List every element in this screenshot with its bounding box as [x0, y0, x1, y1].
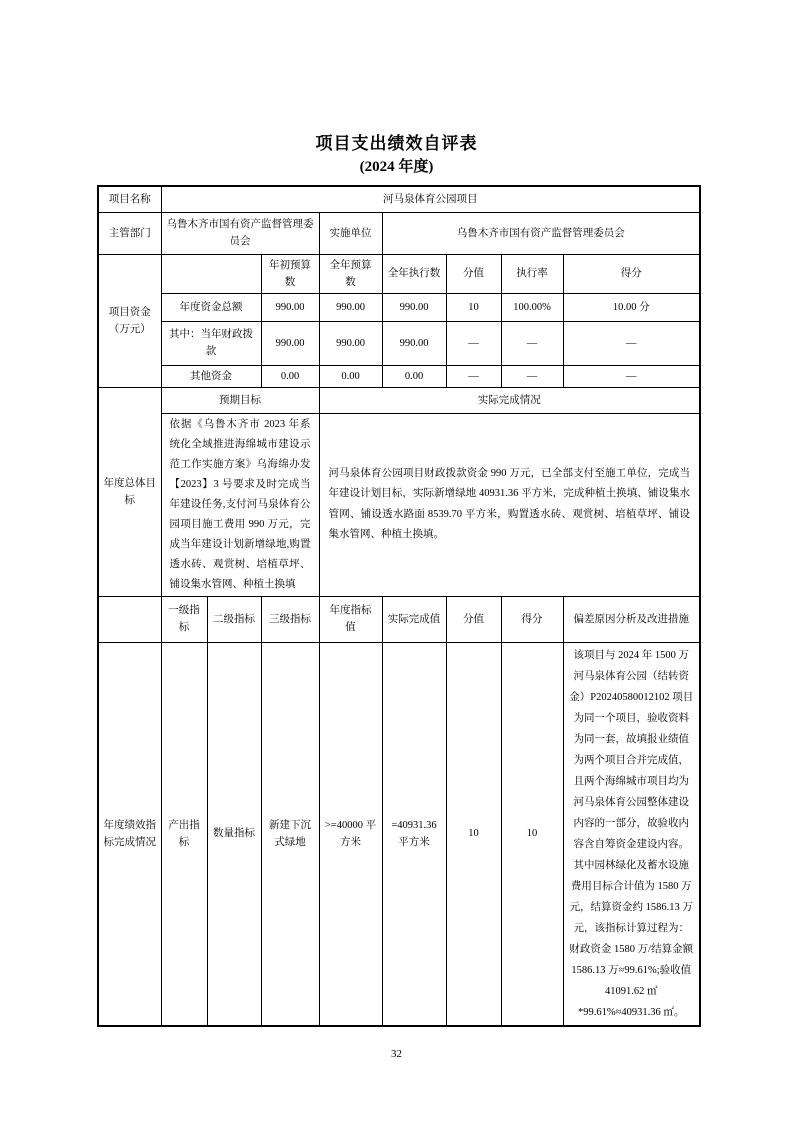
funding-row-name: 其中：当年财政拨款 [161, 321, 261, 365]
funding-cell: 10.00 分 [563, 293, 700, 321]
col-header-indicator-score-value: 分值 [446, 596, 501, 642]
col-header-annual-budget: 全年预算数 [319, 254, 382, 293]
col-header-actual-value: 实际完成值 [382, 596, 446, 642]
indicator-score-value-cell: 10 [446, 642, 501, 1026]
actual-completion-text: 河马泉体育公园项目财政拨款资金 990 万元，已全部支付至施工单位，完成当年建设计划目标，实际新增绿地 40931.36 平方米，完成种植土换填、铺设集水管网、铺设透水路面 8539.70 平方米，购置透水砖、观赏树、培植草坪、铺设集水管网、种植土换填。 [319, 413, 700, 596]
col-header-annual-execution: 全年执行数 [382, 254, 446, 293]
table-row [98, 387, 700, 413]
funding-cell: 0.00 [382, 365, 446, 387]
col-header-indicator-score: 得分 [501, 596, 563, 642]
level1-indicator-value: 产出指标 [161, 642, 207, 1026]
col-header-target-value: 年度指标值 [319, 596, 382, 642]
table-row [98, 254, 700, 293]
target-value-cell: >=40000 平方米 [319, 642, 382, 1026]
funding-cell: 990.00 [382, 293, 446, 321]
supervisor-dept-value: 乌鲁木齐市国有资产监督管理委员会 [161, 212, 319, 254]
funding-label-line1: 项目资金 [108, 306, 151, 318]
funding-cell: — [446, 321, 501, 365]
table-row [98, 212, 700, 254]
funding-cell: 990.00 [261, 321, 319, 365]
page-title: 项目支出绩效自评表 [315, 134, 478, 153]
funding-cell: — [563, 321, 700, 365]
deviation-analysis-text: 该项目与 2024 年 1500 万河马泉体育公园（结转资金）P20240580012102 项目为同一个项目，验收资料为同一套，故填报业绩值为两个项目合并完成值，且两个海绵城市项目均为河马泉体育公园整体建设内容的一部分，故验收内容含自筹资金建设内容。其中园林绿化及蓄水设施费用目标合计值为 1580 万元，结算资金约 1586.13 万元，该指标计算过程为：财政资金 1580 万/结算金额 1586.13 万≈99.61%;验收值 41091.62 ㎡ *99.61%≈40931.36 ㎡。 [563, 642, 700, 1026]
col-header-deviation-analysis: 偏差原因分析及改进措施 [563, 596, 700, 642]
funding-cell: — [446, 365, 501, 387]
col-header-execution-rate: 执行率 [501, 254, 563, 293]
funding-row-name: 其他资金 [161, 365, 261, 387]
funding-label-line2: （万元） [108, 323, 151, 335]
funding-cell: — [501, 365, 563, 387]
table-row [98, 321, 700, 365]
project-name-value: 河马泉体育公园项目 [161, 186, 700, 212]
col-header-level1-indicator: 一级指标 [161, 596, 207, 642]
level3-indicator-value: 新建下沉式绿地 [261, 642, 319, 1026]
actual-value-cell: =40931.36 平方米 [382, 642, 446, 1026]
col-header-level2-indicator: 二级指标 [207, 596, 261, 642]
funding-blank-cell [161, 254, 261, 293]
expected-goal-text: 依据《乌鲁木齐市 2023 年系统化全域推进海绵城市建设示范工作实施方案》乌海绵办发【2023】3 号要求及时完成当年建设任务,支付河马泉体育公园项目施工费用 990 万元，完成当年建设计划新增绿地,购置透水砖、观赏树、培植草坪、铺设集水管网、种植土换填 [161, 413, 319, 596]
funding-cell: 10 [446, 293, 501, 321]
col-header-score: 得分 [563, 254, 700, 293]
funding-cell: 0.00 [319, 365, 382, 387]
supervisor-dept-label: 主管部门 [98, 212, 161, 254]
funding-cell: 990.00 [319, 321, 382, 365]
funding-row-name: 年度资金总额 [161, 293, 261, 321]
page-subtitle: (2024 年度) [359, 159, 434, 175]
indicator-blank-cell [98, 596, 161, 642]
col-header-score-value: 分值 [446, 254, 501, 293]
funding-cell: — [501, 321, 563, 365]
table-row [98, 186, 700, 212]
table-row [98, 413, 700, 596]
col-header-level3-indicator: 三级指标 [261, 596, 319, 642]
indicator-row-label: 年度绩效指标完成情况 [98, 642, 161, 1026]
annual-goal-row-label: 年度总体目标 [98, 387, 161, 596]
funding-cell: 0.00 [261, 365, 319, 387]
level2-indicator-value: 数量指标 [207, 642, 261, 1026]
implementer-value: 乌鲁木齐市国有资产监督管理委员会 [382, 212, 700, 254]
funding-cell: 100.00% [501, 293, 563, 321]
funding-row-label [98, 254, 161, 387]
funding-cell: 990.00 [382, 321, 446, 365]
self-evaluation-table [97, 185, 701, 1027]
project-name-label: 项目名称 [98, 186, 161, 212]
funding-cell: — [563, 365, 700, 387]
col-header-initial-budget: 年初预算数 [261, 254, 319, 293]
indicator-score-cell: 10 [501, 642, 563, 1026]
table-row [98, 596, 700, 642]
table-row [98, 365, 700, 387]
table-row [98, 293, 700, 321]
actual-completion-header: 实际完成情况 [319, 387, 700, 413]
page-number: 32 [391, 1048, 402, 1060]
table-row [98, 642, 700, 1026]
implementer-label: 实施单位 [319, 212, 382, 254]
funding-cell: 990.00 [261, 293, 319, 321]
funding-cell: 990.00 [319, 293, 382, 321]
expected-goal-header: 预期目标 [161, 387, 319, 413]
